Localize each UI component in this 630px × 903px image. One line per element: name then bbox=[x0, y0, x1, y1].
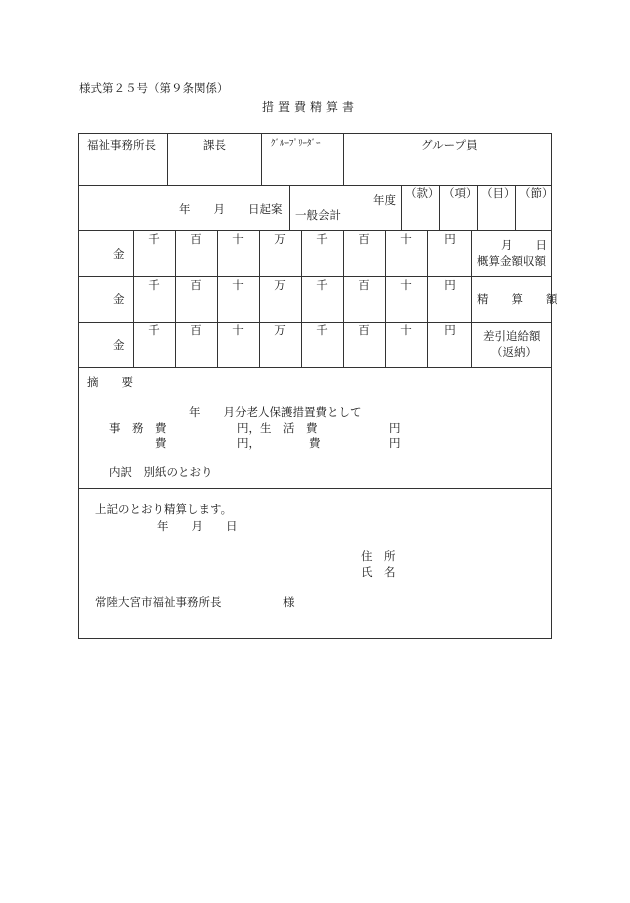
col-divider bbox=[301, 230, 302, 367]
digit-label: 百 bbox=[358, 323, 370, 337]
breakdown-note: 内訳 別紙のとおり bbox=[109, 465, 213, 479]
summary-line: 費 bbox=[155, 436, 167, 450]
summary-line: 費 bbox=[309, 436, 321, 450]
digit-label: 千 bbox=[316, 278, 328, 292]
col-divider bbox=[133, 230, 134, 367]
digit-label: 千 bbox=[316, 323, 328, 337]
kin-label: 金 bbox=[113, 338, 125, 352]
summary-line: 円 bbox=[389, 421, 401, 435]
col-divider bbox=[259, 230, 260, 367]
digit-label: 百 bbox=[190, 232, 202, 246]
setsu-label: （節） bbox=[519, 186, 554, 200]
addressee: 常陸大宮市福祉事務所長 bbox=[95, 595, 222, 609]
col-divider bbox=[217, 230, 218, 367]
account-label: 一般会計 bbox=[295, 208, 341, 222]
digit-label: 万 bbox=[274, 232, 286, 246]
col-divider bbox=[471, 230, 472, 367]
col-divider bbox=[343, 230, 344, 367]
col-divider bbox=[401, 185, 402, 230]
digit-label: 百 bbox=[190, 278, 202, 292]
digit-label: 円 bbox=[444, 323, 456, 337]
digit-label: 千 bbox=[148, 232, 160, 246]
summary-line: 円 bbox=[389, 436, 401, 450]
digit-label: 千 bbox=[316, 232, 328, 246]
col-divider bbox=[385, 230, 386, 367]
row-divider bbox=[79, 488, 551, 489]
amount-row-label: 差引追給額 bbox=[483, 329, 541, 343]
digit-label: 十 bbox=[400, 278, 412, 292]
digit-label: 百 bbox=[190, 323, 202, 337]
col-divider bbox=[167, 134, 168, 185]
digit-label: 万 bbox=[274, 278, 286, 292]
amount-row-label: （返納） bbox=[491, 345, 537, 359]
summary-line: 円，生 活 費 bbox=[237, 421, 318, 435]
col-divider bbox=[427, 230, 428, 367]
draft-date-label: 年 月 日起案 bbox=[179, 202, 283, 216]
kin-label: 金 bbox=[113, 292, 125, 306]
digit-label: 百 bbox=[358, 278, 370, 292]
form-number: 様式第２５号（第９条関係） bbox=[79, 81, 229, 95]
row-divider bbox=[79, 367, 551, 368]
summary-line: 事 務 費 bbox=[109, 421, 167, 435]
declaration-date: 年 月 日 bbox=[157, 519, 238, 533]
kin-label: 金 bbox=[113, 247, 125, 261]
row-divider bbox=[79, 230, 551, 231]
digit-label: 十 bbox=[400, 323, 412, 337]
digit-label: 千 bbox=[148, 323, 160, 337]
summary-line: 円， bbox=[237, 436, 260, 450]
digit-label: 百 bbox=[358, 232, 370, 246]
settlement-form bbox=[78, 133, 558, 639]
summary-heading: 摘 要 bbox=[87, 375, 133, 389]
col-divider bbox=[343, 134, 344, 185]
col-divider bbox=[261, 134, 262, 185]
honorific: 様 bbox=[283, 595, 295, 609]
digit-label: 円 bbox=[444, 278, 456, 292]
moku-label: （目） bbox=[481, 186, 516, 200]
digit-label: 十 bbox=[232, 278, 244, 292]
digit-label: 万 bbox=[274, 323, 286, 337]
kan-label: （款） bbox=[405, 186, 440, 200]
amount-row-label: 概算金額収額 bbox=[477, 254, 546, 268]
digit-label: 十 bbox=[232, 323, 244, 337]
digit-label: 十 bbox=[400, 232, 412, 246]
col-divider bbox=[289, 185, 290, 230]
name-label: 氏 名 bbox=[361, 565, 396, 579]
group-member-label: グループ員 bbox=[421, 138, 478, 152]
digit-label: 千 bbox=[148, 278, 160, 292]
col-divider bbox=[175, 230, 176, 367]
amount-row-label: 精 算 額 bbox=[477, 292, 558, 306]
declaration-statement: 上記のとおり精算します。 bbox=[95, 502, 233, 516]
group-leader-label: ｸﾞﾙｰﾌﾟﾘｰﾀﾞｰ bbox=[271, 139, 321, 149]
digit-label: 十 bbox=[232, 232, 244, 246]
row-divider bbox=[79, 276, 551, 277]
kou-label: （項） bbox=[443, 186, 478, 200]
fiscal-year-label: 年度 bbox=[373, 193, 396, 207]
digit-label: 円 bbox=[444, 232, 456, 246]
amount-row-label: 月 日 bbox=[501, 238, 547, 252]
address-label: 住 所 bbox=[361, 549, 396, 563]
section-chief-label: 課長 bbox=[203, 138, 226, 152]
page-title: 措置費精算書 bbox=[262, 100, 359, 114]
director-label: 福祉事務所長 bbox=[87, 138, 156, 152]
summary-line: 年 月分老人保護措置費として bbox=[189, 405, 362, 419]
